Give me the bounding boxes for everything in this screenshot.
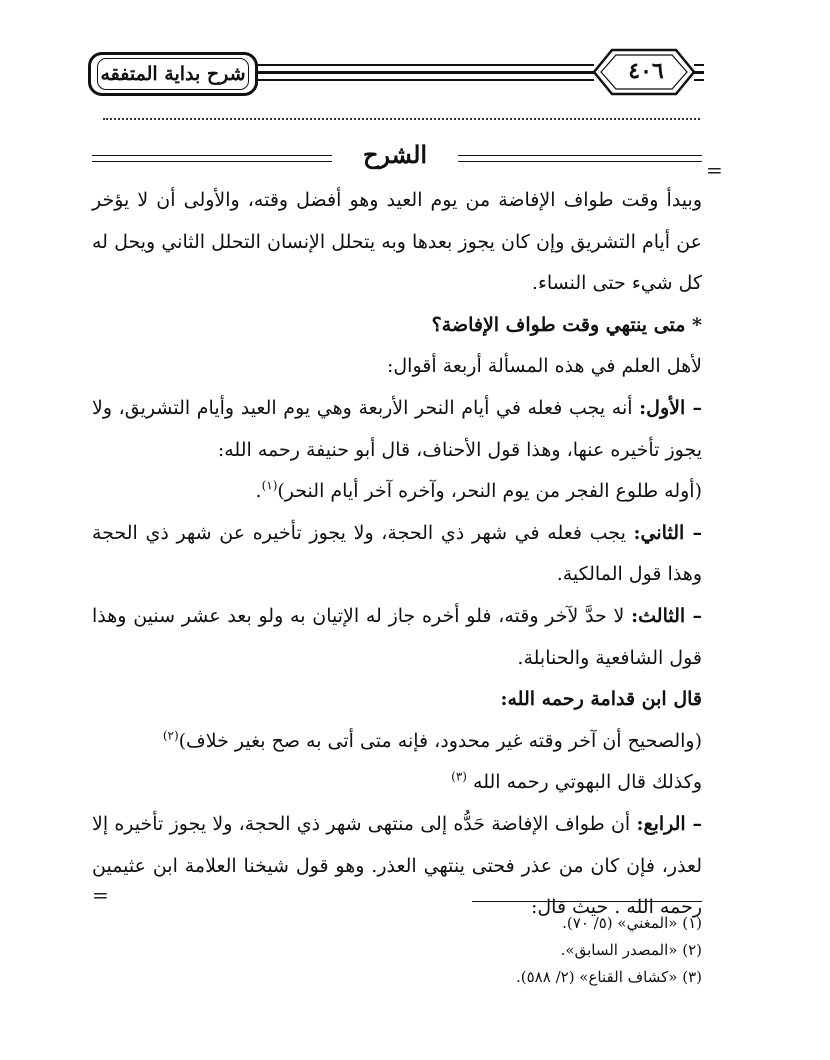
paragraph-first-quote: (أوله طلوع الفجر من يوم النحر، وآخره آخر أيام النحر)$^{(١)}$. — [255, 478, 702, 503]
fourth-opinion-text: أن طواف الإفاضة حَدُّه إلى منتهى شهر ذي الحجة، ولا يجوز تأخيره إلا لعذر، فإن كان من عذر فحتى ينتهي العذر. وهو قول شيخنا العلامة ابن عثيمين رحمه الله . حيث قال: — [92, 812, 702, 919]
footnote-1: (١) «المغني» (٥/ ٧٠). — [562, 914, 702, 932]
second-opinion-text: يجب فعله في شهر ذي الحجة، ولا يجوز تأخيره عن شهر ذي الحجة وهذا قول المالكية. — [92, 521, 702, 586]
paragraph-opinions-intro: لأهل العلم في هذه المسألة أربعة أقوال: — [386, 355, 702, 378]
first-opinion-label: – الأول: — [639, 396, 702, 419]
footnote-ref-2: (٢) — [162, 728, 179, 743]
footnote-ref-3: (٣) — [451, 769, 467, 784]
section-rule-right-bottom — [458, 161, 702, 162]
paragraph-ibn-qudama-quote — [92, 721, 702, 763]
ibn-qudama-quote-text: (والصحيح أن آخر وقته غير محدود، فإنه متى أتى به صح بغير خلاف) — [178, 729, 702, 752]
main-text — [92, 180, 702, 929]
paragraph-intro: وبيدأ وقت طواف الإفاضة من يوم العيد وهو أفضل وقته، والأولى أن لا يؤخر عن أيام التشريق وإن كان يجوز بعدها وبه يتحلل الإنسان التحلل الثاني ويحل له كل شيء حتى النساء. — [92, 189, 702, 295]
header-rule-middle — [258, 71, 594, 74]
dotted-separator — [103, 118, 700, 120]
header-rule-top — [258, 64, 594, 66]
paragraph-bahuti — [92, 762, 702, 804]
book-title-frame — [88, 52, 258, 96]
paragraph-third-opinion — [92, 596, 702, 679]
first-opinion-text: أنه يجب فعله في أيام النحر الأربعة وهي يوم العيد وأيام التشريق، ولا يجوز تأخيره عنها، وهذا قول الأحناف، قال أبو حنيفة رحمه الله: — [92, 396, 702, 461]
header-rule-bottom — [258, 79, 594, 81]
fourth-opinion-label: – الرابع: — [636, 812, 702, 835]
margin-mark-bottom: = — [92, 883, 109, 907]
section-rule-left-top — [92, 155, 332, 156]
margin-mark-top: = — [706, 158, 723, 182]
section-title: الشرح — [362, 140, 428, 169]
paragraph-first-opinion — [92, 388, 702, 471]
paragraph-second-opinion — [92, 513, 702, 596]
bahuti-text: وكذلك قال البهوتي رحمه الله — [473, 771, 702, 794]
second-opinion-label: – الثاني: — [633, 521, 702, 544]
book-title: شرح بداية المتفقه — [97, 58, 249, 90]
footnote-3: (٣) «كشاف القناع» (٢/ ٥٨٨). — [516, 968, 702, 986]
page-number: ٤٠٦ — [628, 58, 664, 84]
footnote-ref-1: (١) — [261, 478, 278, 493]
ibn-qudama-heading: قال ابن قدامة رحمه الله: — [500, 688, 702, 711]
section-rule-right-top — [458, 155, 702, 156]
footnotes — [300, 910, 702, 991]
footnote-rule — [472, 901, 702, 902]
third-opinion-label: – الثالث: — [631, 604, 702, 627]
section-rule-left-bottom — [92, 161, 332, 162]
third-opinion-text: لا حدَّ لآخر وقته، فلو أخره جاز له الإتيان به ولو بعد عشر سنين وهذا قول الشافعية والحنابلة. — [92, 604, 702, 669]
footnote-2: (٢) «المصدر السابق». — [560, 941, 702, 959]
first-quote-text: (أوله طلوع الفجر من يوم النحر، وآخره آخر أيام النحر) — [277, 480, 702, 503]
question-heading: * متى ينتهي وقت طواف الإفاضة؟ — [431, 313, 702, 336]
